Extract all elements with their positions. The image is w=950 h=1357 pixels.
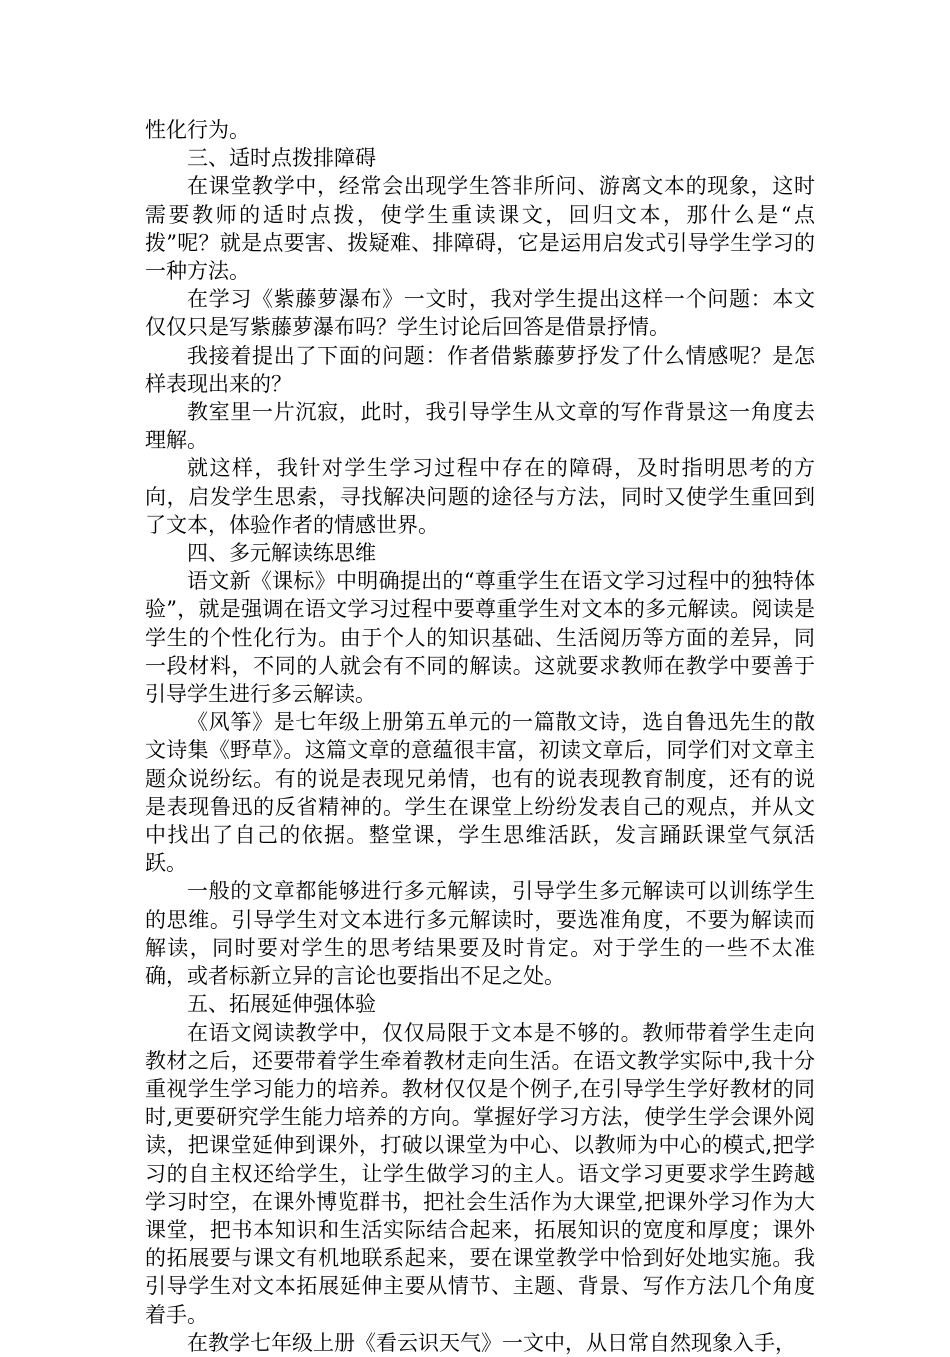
- paragraph: 在课堂教学中，经常会出现学生答非所问、游离文本的现象，这时需要教师的适时点拨，使学生重读课文，回归文本，那什么是“点拨”呢？就是点要害、拨疑难、排障碍，它是运用启发式引导学生学习的一种方法。: [145, 174, 815, 284]
- paragraph: 在教学七年级上册《看云识天气》一文中，从日常自然现象入手，: [187, 1330, 796, 1355]
- paragraph: 教室里一片沉寂，此时，我引导学生从文章的写作背景这一角度去理解。: [145, 400, 815, 453]
- paragraph-continuation: 性化行为。: [145, 118, 250, 142]
- paragraph: 我接着提出了下面的问题：作者借紫藤萝抒发了什么情感呢？是怎样表现出来的？: [145, 343, 815, 396]
- paragraph: 语文新《课标》中明确提出的“尊重学生在语文学习过程中的独特体验”，就是强调在语文学习过程中要尊重学生对文本的多元解读。阅读是学生的个性化行为。由于个人的知识基础、生活阅历等方面的差异，同一段材料，不同的人就会有不同的解读。这就要求教师在教学中要善于引导学生进行多云解读。: [145, 569, 815, 707]
- section-heading-3: 三、适时点拨排障碍: [187, 146, 376, 171]
- paragraph: 一般的文章都能够进行多元解读，引导学生多元解读可以训练学生的思维。引导学生对文本进行多元解读时，要选准角度，不要为解读而解读，同时要对学生的思考结果要及时肯定。对于学生的一些不太准确，或者标新立异的言论也要指出不足之处。: [145, 879, 815, 989]
- paragraph: 《风筝》是七年级上册第五单元的一篇散文诗，选自鲁迅先生的散文诗集《野草》。这篇文章的意蕴很丰富，初读文章后，同学们对文章主题众说纷纭。有的说是表现兄弟情，也有的说表现教育制度，还有的说是表现鲁迅的反省精神的。学生在课堂上纷纷发表自己的观点，并从文中找出了自己的依据。整堂课，学生思维活跃，发言踊跃课堂气氛活跃。: [145, 710, 815, 876]
- paragraph: 在学习《紫藤萝瀑布》一文时，我对学生提出这样一个问题：本文仅仅只是写紫藤萝瀑布吗？学生讨论后回答是借景抒情。: [145, 287, 815, 340]
- paragraph: 就这样，我针对学生学习过程中存在的障碍，及时指明思考的方向，启发学生思索，寻找解决问题的途径与方法，同时又使学生重回到了文本，体验作者的情感世界。: [145, 456, 815, 537]
- section-heading-5: 五、拓展延伸强体验: [187, 992, 376, 1017]
- document-page: [145, 116, 815, 1357]
- paragraph: 在语文阅读教学中，仅仅局限于文本是不够的。教师带着学生走向教材之后，还要带着学生牵着教材走向生活。在语文教学实际中,我十分重视学生学习能力的培养。教材仅仅是个例子,在引导学生学好教材的同时,更要研究学生能力培养的方向。掌握好学习方法，使学生学会课外阅读，把课堂延伸到课外，打破以课堂为中心、以教师为中心的模式,把学习的自主权还给学生，让学生做学习的主人。语文学习更要求学生跨越学习时空，在课外博览群书，把社会生活作为大课堂,把课外学习作为大课堂，把书本知识和生活实际结合起来，拓展知识的宽度和厚度；课外的拓展要与课文有机地联系起来，要在课堂教学中恰到好处地实施。我引导学生对文本拓展延伸主要从情节、主题、背景、写作方法几个角度着手。: [145, 1020, 815, 1327]
- section-heading-4: 四、多元解读练思维: [187, 541, 376, 566]
